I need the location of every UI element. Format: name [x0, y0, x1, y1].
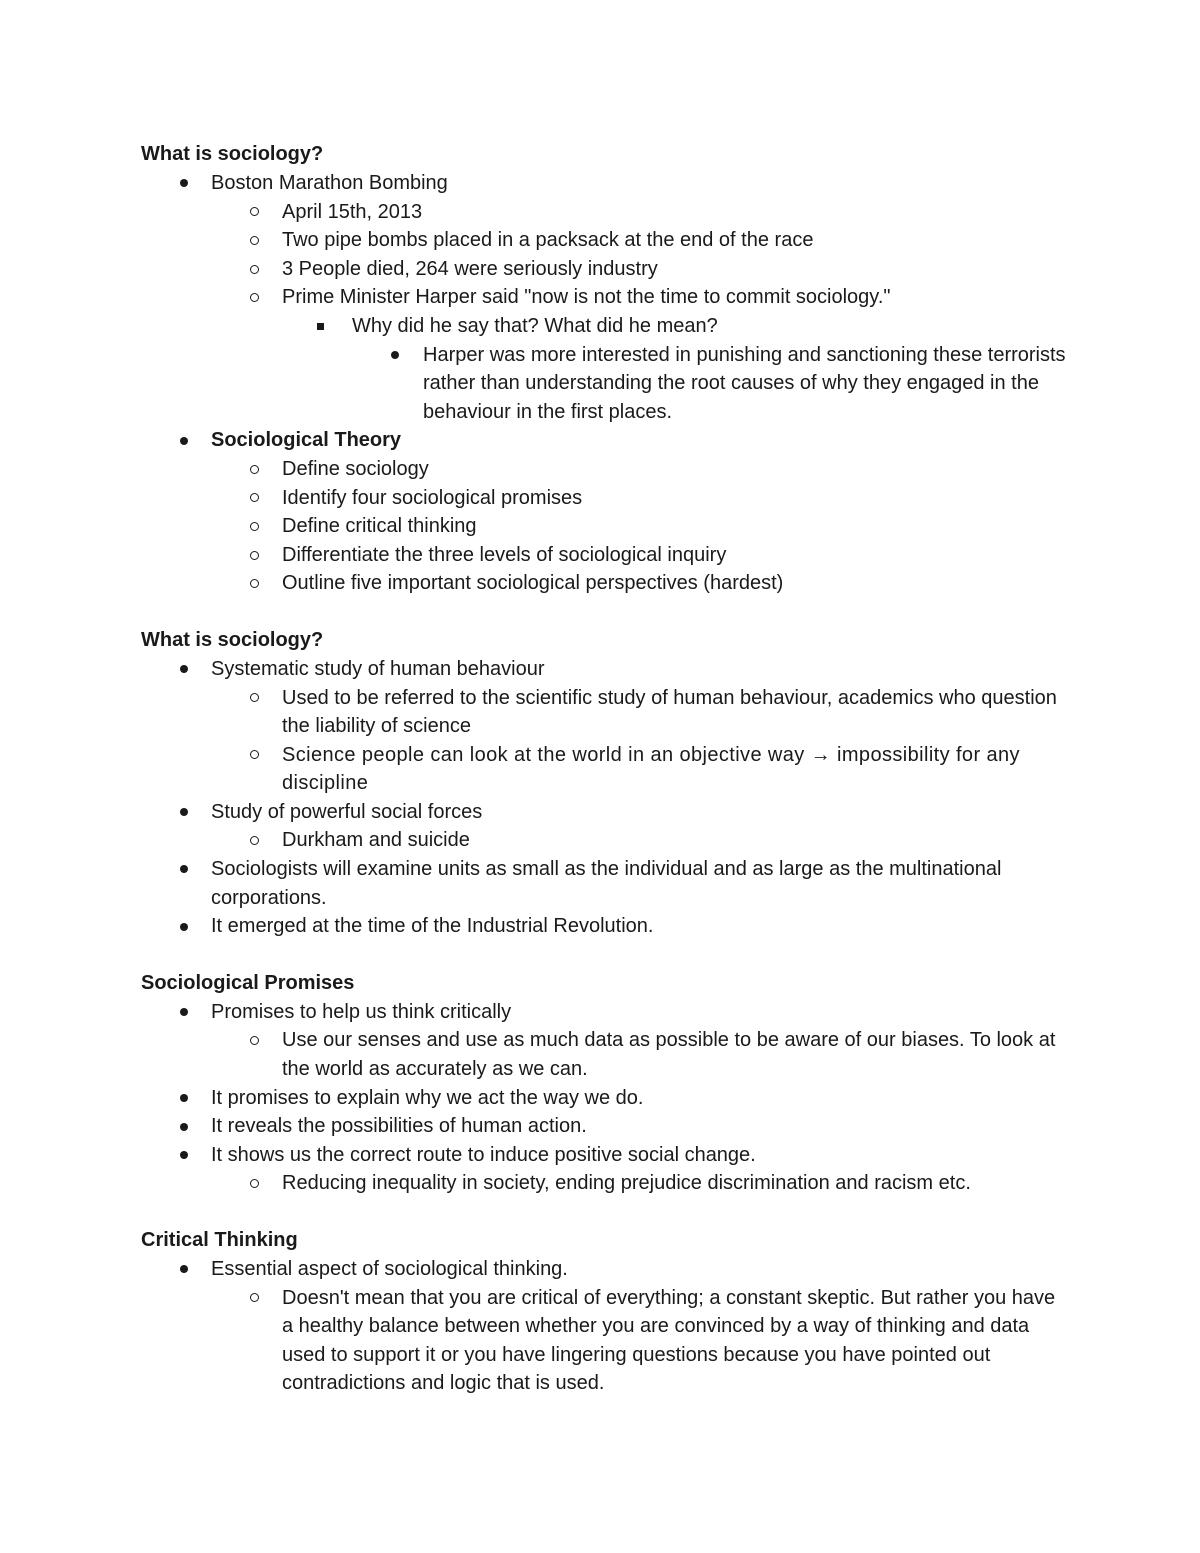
circle-bullet-icon	[250, 283, 259, 312]
circle-bullet-icon	[250, 484, 259, 513]
list-item: April 15th, 2013	[141, 198, 1071, 227]
circle-bullet-icon	[250, 198, 259, 227]
section-critical-thinking	[141, 1226, 1071, 1398]
circle-bullet-icon	[250, 255, 259, 284]
list-item: Used to be referred to the scientific study of human behaviour, academics who question the liability of science	[141, 684, 1071, 741]
list-item: Prime Minister Harper said "now is not the time to commit sociology."	[141, 283, 1071, 312]
section-heading: Sociological Promises	[141, 971, 355, 994]
list-item: Promises to help us think critically	[141, 998, 1071, 1027]
list-item: Sociological Theory	[141, 426, 1071, 455]
bullet-icon	[180, 426, 188, 455]
list-item: Reducing inequality in society, ending prejudice discrimination and racism etc.	[141, 1169, 1071, 1198]
circle-bullet-icon	[250, 1169, 259, 1198]
list-item: It promises to explain why we act the way we do.	[141, 1084, 1071, 1113]
bullet-icon	[180, 1141, 188, 1170]
list-item: It reveals the possibilities of human action.	[141, 1112, 1071, 1141]
list-item: It emerged at the time of the Industrial Revolution.	[141, 912, 1071, 941]
bullet-icon	[180, 1255, 188, 1284]
list-item: Outline five important sociological perspectives (hardest)	[141, 569, 1071, 598]
bullet-icon	[180, 855, 188, 884]
circle-bullet-icon	[250, 684, 259, 713]
bullet-list	[141, 169, 1071, 598]
circle-bullet-icon	[250, 512, 259, 541]
bullet-icon	[180, 912, 188, 941]
list-item: Essential aspect of sociological thinking.	[141, 1255, 1071, 1284]
bullet-icon	[180, 1084, 188, 1113]
list-item: Use our senses and use as much data as possible to be aware of our biases. To look at the world as accurately as we can.	[141, 1026, 1071, 1083]
section-heading: What is sociology?	[141, 143, 324, 165]
circle-bullet-icon	[250, 741, 259, 770]
list-item: Sociologists will examine units as small as the individual and as large as the multinational corporations.	[141, 855, 1071, 912]
list-item: Define critical thinking	[141, 512, 1071, 541]
circle-bullet-icon	[250, 1284, 259, 1313]
list-item: Why did he say that? What did he mean?	[141, 312, 1071, 341]
list-item: Durkham and suicide	[141, 826, 1071, 855]
section-sociological-promises	[141, 969, 1071, 1198]
circle-bullet-icon	[250, 826, 259, 855]
list-item: Boston Marathon Bombing	[141, 169, 1071, 198]
circle-bullet-icon	[250, 541, 259, 570]
list-item: Identify four sociological promises	[141, 484, 1071, 513]
circle-bullet-icon	[250, 455, 259, 484]
section-what-is-sociology	[141, 626, 1071, 941]
list-item: Science people can look at the world in an objective way → impossibility for any discipline	[141, 741, 1071, 798]
circle-bullet-icon	[250, 226, 259, 255]
list-item: Define sociology	[141, 455, 1071, 484]
bullet-icon	[391, 341, 399, 370]
bullet-list	[141, 1255, 1071, 1398]
bullet-icon	[180, 798, 188, 827]
list-item: Doesn't mean that you are critical of everything; a constant skeptic. But rather you have a healthy balance between whether you are convinced by a way of thinking and data used to support it or you have lingering questions because you have pointed out contradictions and logic that is used.	[141, 1284, 1071, 1398]
bullet-icon	[180, 655, 188, 684]
bullet-list	[141, 998, 1071, 1198]
list-item: Harper was more interested in punishing and sanctioning these terrorists rather than understanding the root causes of why they engaged in the behaviour in the first places.	[141, 341, 1071, 427]
section-heading: What is sociology?	[141, 628, 324, 651]
list-item: Systematic study of human behaviour	[141, 655, 1071, 684]
list-item: It shows us the correct route to induce positive social change.	[141, 1141, 1071, 1170]
list-item: Two pipe bombs placed in a packsack at the end of the race	[141, 226, 1071, 255]
list-item: Differentiate the three levels of sociological inquiry	[141, 541, 1071, 570]
section-heading: Critical Thinking	[141, 1229, 298, 1251]
square-bullet-icon	[317, 312, 324, 341]
circle-bullet-icon	[250, 1026, 259, 1055]
bullet-icon	[180, 169, 188, 198]
bullet-icon	[180, 998, 188, 1027]
list-item: 3 People died, 264 were seriously industry	[141, 255, 1071, 284]
circle-bullet-icon	[250, 569, 259, 598]
bullet-icon	[180, 1112, 188, 1141]
list-item: Study of powerful social forces	[141, 798, 1071, 827]
section-what-is-sociology-intro	[141, 140, 1071, 598]
bullet-list	[141, 655, 1071, 941]
document-page	[141, 140, 1071, 1398]
